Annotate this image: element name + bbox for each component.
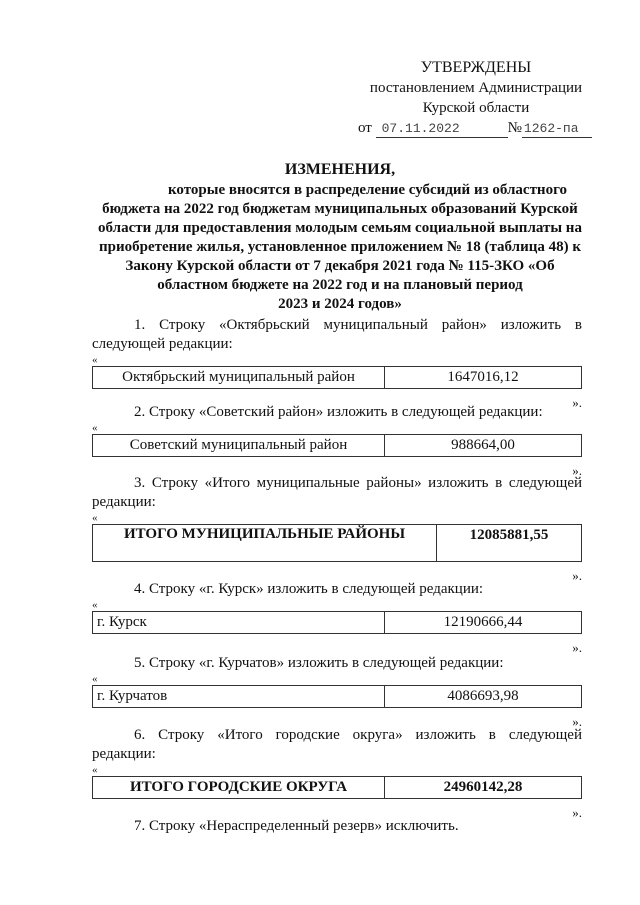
heading-line: которые вносятся в распределение субсидий из областного	[167, 182, 568, 198]
open-quote: «	[92, 354, 98, 366]
open-quote: «	[92, 599, 98, 611]
replacement-row-table	[92, 366, 582, 389]
table-row	[93, 367, 582, 389]
row-name: г. Курчатов	[93, 686, 385, 708]
row-value: 12190666,44	[385, 612, 582, 634]
row-name: Октябрьский муниципальный район	[93, 367, 385, 389]
item-text: 3. Строку «Итого муниципальные районы» изложить в следующей редакции:	[92, 475, 582, 510]
open-quote: «	[92, 422, 98, 434]
replacement-row-table	[92, 524, 582, 562]
row-name: г. Курск	[93, 612, 385, 634]
close-quote: ».	[572, 805, 582, 820]
heading-line: 2023 и 2024 годов»	[278, 296, 402, 312]
approval-line-1: постановлением Администрации	[369, 80, 583, 96]
row-name: Советский муниципальный район	[93, 435, 385, 457]
item-text: 2. Строку «Советский район» изложить в следующей редакции:	[134, 404, 543, 420]
heading-line: областном бюджете на 2022 год и на плановый период	[157, 277, 523, 293]
item-6	[92, 726, 582, 821]
page-title: ИЗМЕНЕНИЯ,	[284, 161, 396, 178]
table-row	[93, 686, 582, 708]
item-5	[92, 654, 582, 730]
open-quote: «	[92, 512, 98, 524]
table-row	[93, 525, 582, 562]
replacement-row-table	[92, 776, 582, 799]
row-value: 4086693,98	[385, 686, 582, 708]
row-value: 12085881,55	[437, 525, 582, 562]
row-name: ИТОГО МУНИЦИПАЛЬНЫЕ РАЙОНЫ	[93, 525, 437, 562]
close-quote: ».	[572, 395, 582, 410]
heading-line: Закону Курской области от 7 декабря 2021 года № 115-ЗКО «Об	[125, 258, 555, 274]
close-quote: ».	[572, 640, 582, 655]
row-value: 988664,00	[385, 435, 582, 457]
replacement-row-table	[92, 685, 582, 708]
close-quote: ».	[572, 463, 582, 478]
item-4	[92, 580, 582, 656]
heading-line: бюджета на 2022 год бюджетам муниципальных образований Курской	[102, 201, 578, 217]
item-text: 5. Строку «г. Курчатов» изложить в следующей редакции:	[134, 655, 504, 671]
document-heading	[90, 160, 590, 314]
open-quote: «	[92, 673, 98, 685]
item-2	[92, 403, 582, 479]
close-quote: ».	[572, 568, 582, 583]
approval-date: 07.11.2022	[381, 121, 460, 136]
replacement-row-table	[92, 434, 582, 457]
row-value: 1647016,12	[385, 367, 582, 389]
heading-line: области для предоставления молодым семьям социальной выплаты на	[98, 220, 582, 236]
approval-number: 1262-па	[523, 121, 579, 136]
table-row	[93, 612, 582, 634]
approval-block	[356, 58, 596, 138]
table-row	[93, 435, 582, 457]
number-field	[522, 120, 592, 138]
row-name: ИТОГО ГОРОДСКИЕ ОКРУГА	[93, 777, 385, 799]
close-quote: ».	[572, 714, 582, 729]
item-3	[92, 474, 582, 584]
open-quote: «	[92, 764, 98, 776]
item-text: 1. Строку «Октябрьский муниципальный район» изложить в следующей редакции:	[92, 317, 582, 352]
approval-line-2: Курской области	[422, 100, 530, 116]
approval-title: УТВЕРЖДЕНЫ	[420, 59, 532, 76]
date-prefix: от	[358, 120, 372, 136]
item-text: 7. Строку «Нераспределенный резерв» исключить.	[134, 818, 459, 834]
number-prefix: №	[507, 120, 522, 136]
item-text: 6. Строку «Итого городские округа» изложить в следующей редакции:	[92, 727, 582, 762]
date-field	[376, 120, 508, 138]
table-row	[93, 777, 582, 799]
item-text: 4. Строку «г. Курск» изложить в следующей редакции:	[134, 581, 484, 597]
item-7	[92, 817, 582, 836]
row-value: 24960142,28	[385, 777, 582, 799]
heading-line: приобретение жилья, установленное приложением № 18 (таблица 48) к	[98, 239, 581, 255]
item-1	[92, 316, 582, 411]
replacement-row-table	[92, 611, 582, 634]
approval-dateline	[356, 118, 596, 138]
